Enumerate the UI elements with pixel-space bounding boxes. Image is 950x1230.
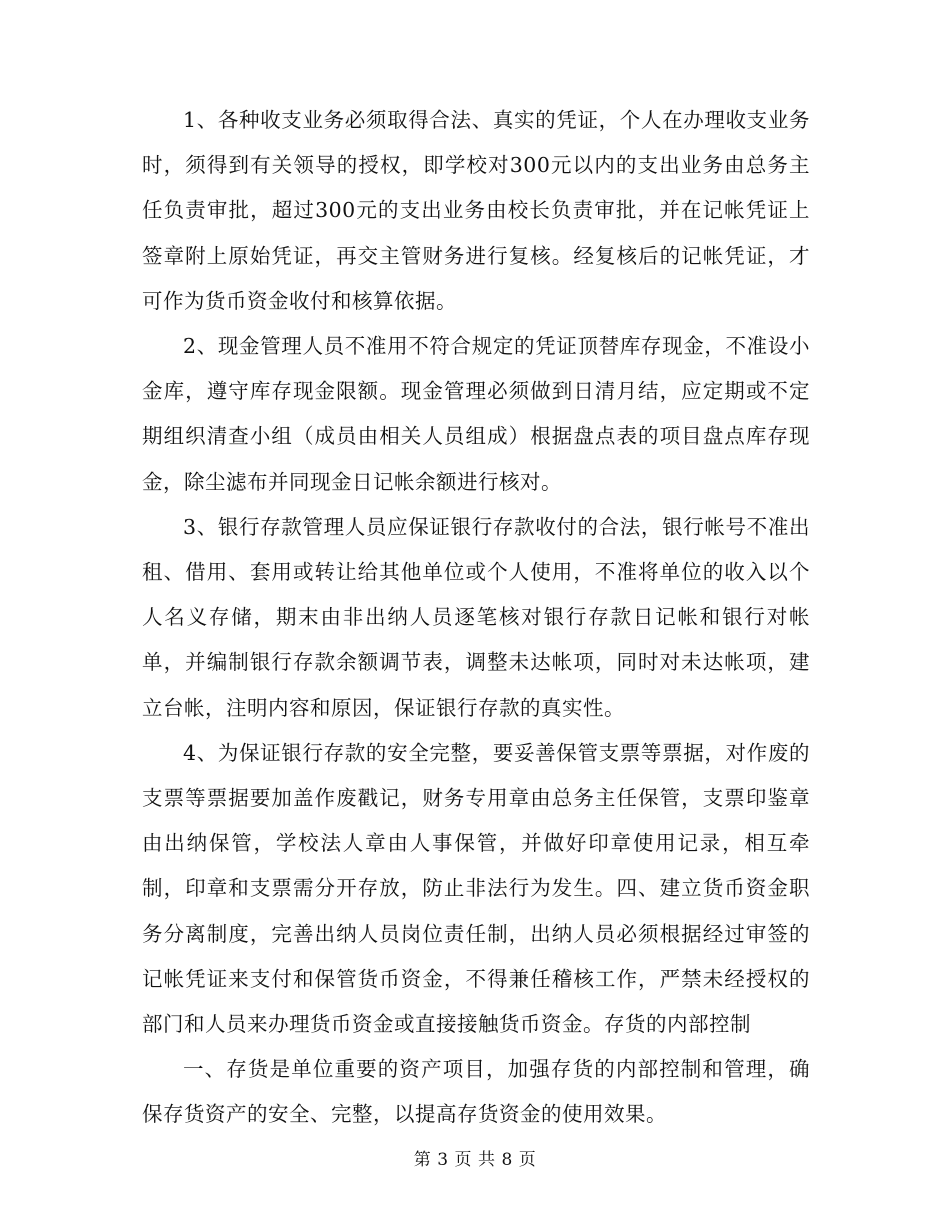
page-footer xyxy=(0,1145,950,1170)
footer-middle: 页 共 xyxy=(454,1150,496,1170)
paragraph-2: 2、现金管理人员不准用不符合规定的凭证顶替库存现金，不准设小金库，遵守库存现金限额。现金管理必须做到日清月结，应定期或不定期组织清查小组（成员由相关人员组成）根据盘点表的项目盘点库存现金，除尘滤布并同现金日记帐余额进行核对。 xyxy=(142,334,810,494)
paragraph-4: 4、为保证银行存款的安全完整，要妥善保管支票等票据，对作废的支票等票据要加盖作废戳记，财务专用章由总务主任保管，支票印鉴章由出纳保管，学校法人章由人事保管，并做好印章使用记录，相互牵制，印章和支票需分开存放，防止非法行为发生。四、建立货币资金职务分离制度，完善出纳人员岗位责任制，出纳人员必须根据经过审签的记帐凭证来支付和保管货币资金，不得兼任稽核工作，严禁未经授权的部门和人员来办理货币资金或直接接触货币资金。存货的内部控制 xyxy=(142,740,810,1037)
paragraph-3: 3、银行存款管理人员应保证银行存款收付的合法，银行帐号不准出租、借用、套用或转让给其他单位或个人使用，不准将单位的收入以个人名义存储，期末由非出纳人员逐笔核对银行存款日记帐和银行对帐单，并编制银行存款余额调节表，调整未达帐项，同时对未达帐项，建立台帐，注明内容和原因，保证银行存款的真实性。 xyxy=(142,514,810,720)
footer-suffix: 页 xyxy=(518,1150,537,1170)
paragraph-5: 一、存货是单位重要的资产项目，加强存货的内部控制和管理，确保存货资产的安全、完整，以提高存货资金的使用效果。 xyxy=(142,1057,810,1127)
footer-total-pages: 8 xyxy=(501,1150,513,1170)
paragraph-1: 1、各种收支业务必须取得合法、真实的凭证，个人在办理收支业务时，须得到有关领导的授权，即学校对300元以内的支出业务由总务主任负责审批，超过300元的支出业务由校长负责审批，并在记帐凭证上签章附上原始凭证，再交主管财务进行复核。经复核后的记帐凭证，才可作为货币资金收付和核算依据。 xyxy=(142,108,810,313)
footer-page-number: 3 xyxy=(437,1150,449,1170)
footer-prefix: 第 xyxy=(413,1150,432,1170)
document-body xyxy=(142,98,810,1138)
